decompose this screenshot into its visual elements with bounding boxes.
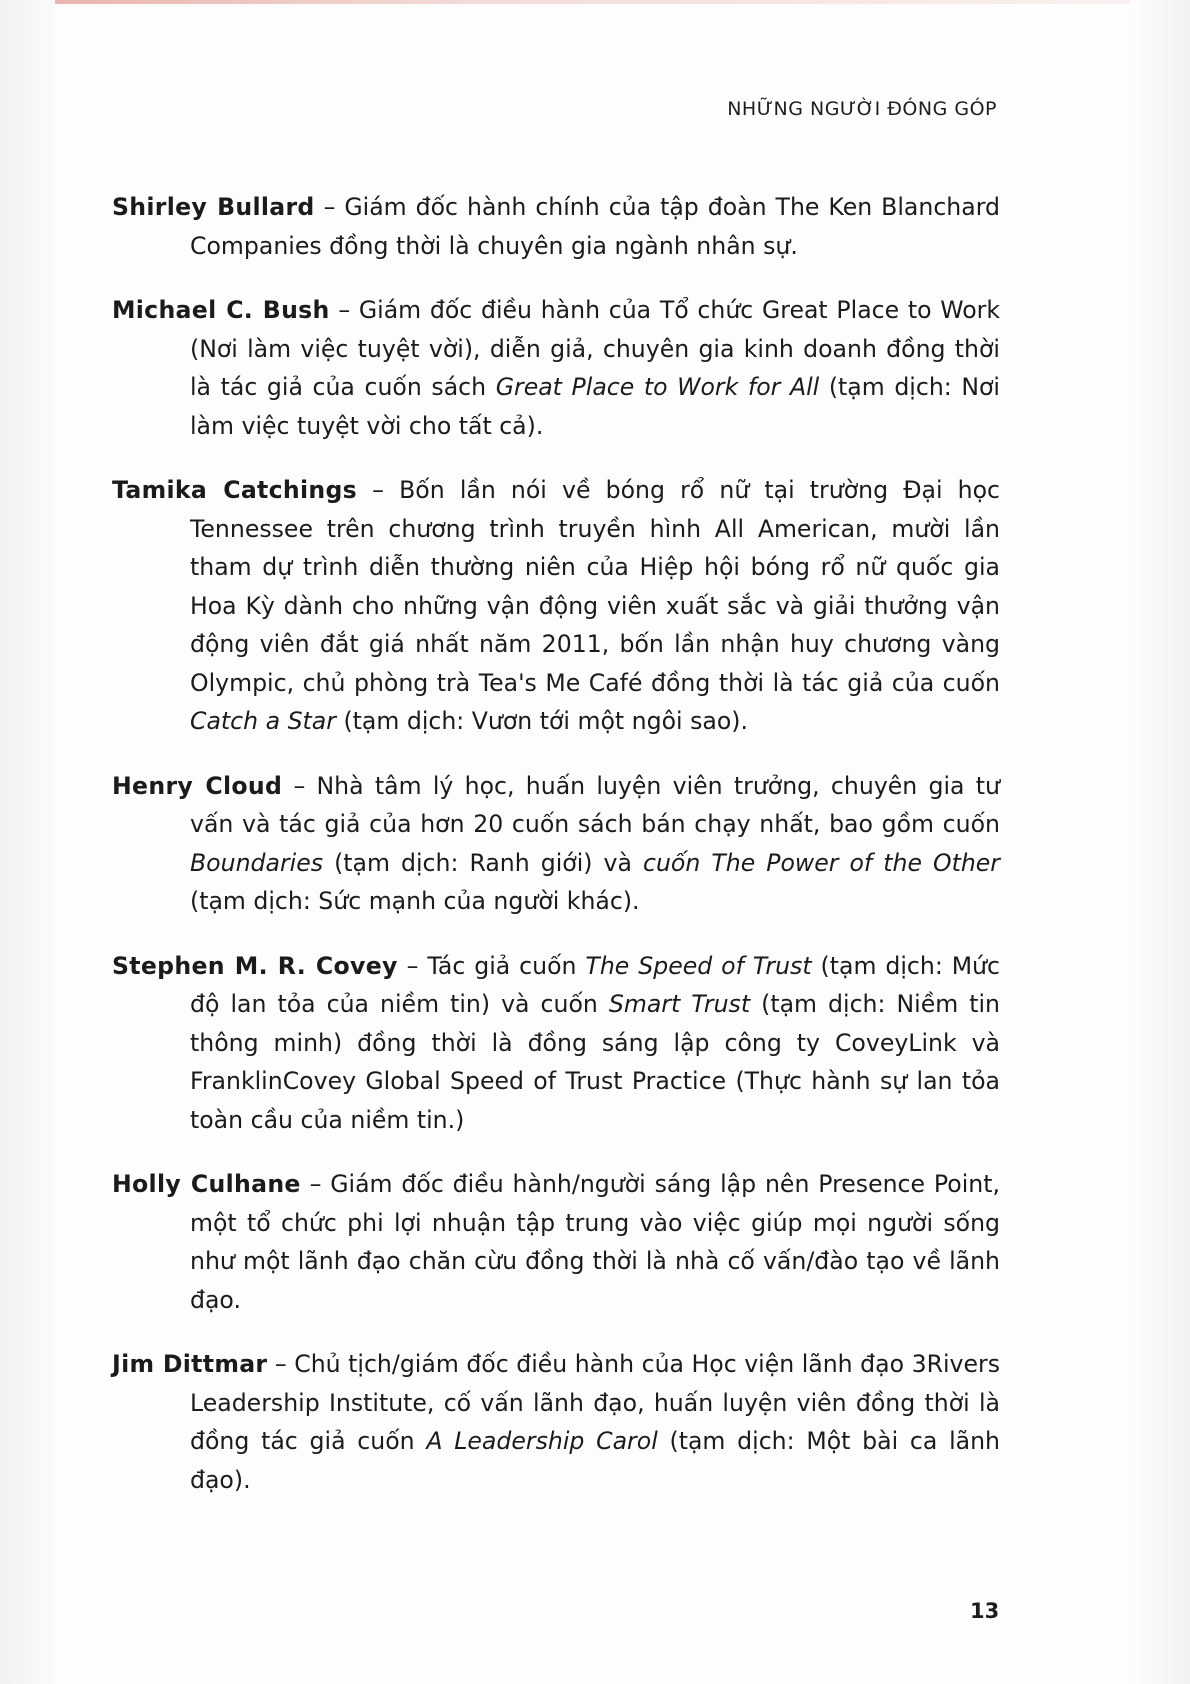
- contributor-name: Tamika Catchings: [112, 476, 358, 504]
- contributor-entry: [112, 947, 1000, 1140]
- entry-dash: –: [397, 951, 428, 980]
- entry-description: Giám đốc điều hành của Tổ chức Great Place to Work (Nơi làm việc tuyệt vời), diễn giả, chuyên gia kinh doanh đồng thời là tác giả của cuốn sách: [190, 296, 1001, 401]
- entry-description: Nhà tâm lý học, huấn luyện viên trưởng, chuyên gia tư vấn và tác giả của hơn 20 cuốn sách bán chạy nhất, bao gồm cuốn: [190, 771, 1001, 838]
- page-top-edge: [0, 0, 1190, 4]
- entry-dash: –: [357, 476, 400, 504]
- entry-description: (tạm dịch: Một bài ca lãnh đạo).: [190, 1427, 1000, 1494]
- entry-description: (tạm dịch: Niềm tin thông minh) đồng thời là đồng sáng lập công ty CoveyLink và FranklinCovey Global Speed of Trust Practice (Thực hành sự lan tỏa toàn cầu của niềm tin.): [190, 990, 1000, 1134]
- book-title: A Leadership Carol: [426, 1427, 658, 1455]
- entry-description: (tạm dịch: Mức độ lan tỏa của niềm tin) và cuốn: [190, 951, 1000, 1018]
- entry-description: Chủ tịch/giám đốc điều hành của Học viện lãnh đạo 3Rivers Leadership Institute, cố vấn lãnh đạo, huấn luyện viên đồng thời là đồng tác giả cuốn: [190, 1350, 1000, 1455]
- contributor-entry: [112, 767, 1000, 921]
- running-header: NHỮNG NGƯỜI ĐÓNG GÓP: [727, 98, 997, 120]
- page-gutter-shade: [0, 0, 55, 1684]
- book-title: cuốn The Power of the Other: [642, 848, 1000, 877]
- contributor-name: Henry Cloud: [112, 771, 283, 800]
- book-title: Great Place to Work for All: [495, 373, 820, 401]
- book-title: Catch a Star: [190, 707, 336, 735]
- book-title: Smart Trust: [608, 990, 751, 1018]
- entry-dash: –: [314, 193, 345, 221]
- page-number: 13: [970, 1599, 1000, 1623]
- page-edge-shade: [1130, 0, 1190, 1684]
- contributor-name: Michael C. Bush: [112, 296, 330, 324]
- entry-description: (tạm dịch: Ranh giới) và: [323, 848, 643, 877]
- entry-description: (tạm dịch: Vươn tới một ngôi sao).: [335, 707, 748, 735]
- entry-dash: –: [267, 1350, 295, 1378]
- entry-description: (tạm dịch: Sức mạnh của người khác).: [190, 887, 640, 915]
- contributor-entry: [112, 471, 1000, 741]
- entry-dash: –: [329, 296, 359, 324]
- contributor-list: [112, 188, 1000, 1525]
- entry-dash: –: [300, 1170, 331, 1198]
- contributor-name: Holly Culhane: [112, 1170, 301, 1198]
- entry-description: Giám đốc điều hành/người sáng lập nên Presence Point, một tổ chức phi lợi nhuận tập trung vào việc giúp mọi người sống như một lãnh đạo chăn cừu đồng thời là nhà cố vấn/đào tạo về lãnh đạo.: [190, 1170, 1000, 1314]
- entry-description: Tác giả cuốn: [427, 951, 586, 980]
- entry-dash: –: [282, 771, 317, 800]
- contributor-entry: [112, 1345, 1000, 1499]
- entry-description: Bốn lần nói về bóng rổ nữ tại trường Đại học Tennessee trên chương trình truyền hình All American, mười lần tham dự trình diễn thường niên của Hiệp hội bóng rổ nữ quốc gia Hoa Kỳ dành cho những vận động viên xuất sắc và giải thưởng vận động viên đắt giá nhất năm 2011, bốn lần nhận huy chương vàng Olympic, chủ phòng trà Tea's Me Café đồng thời là tác giả của cuốn: [190, 476, 1001, 697]
- contributor-name: Shirley Bullard: [112, 193, 315, 221]
- entry-description: (tạm dịch: Nơi làm việc tuyệt vời cho tất cả).: [190, 373, 1000, 440]
- contributor-name: Jim Dittmar: [112, 1350, 268, 1378]
- contributor-entry: [112, 291, 1000, 445]
- entry-description: Giám đốc hành chính của tập đoàn The Ken Blanchard Companies đồng thời là chuyên gia ngành nhân sự.: [190, 193, 1000, 260]
- book-title: The Speed of Trust: [585, 951, 812, 980]
- book-title: Boundaries: [190, 848, 324, 877]
- contributor-name: Stephen M. R. Covey: [112, 951, 398, 980]
- contributor-entry: [112, 188, 1000, 265]
- contributor-entry: [112, 1165, 1000, 1319]
